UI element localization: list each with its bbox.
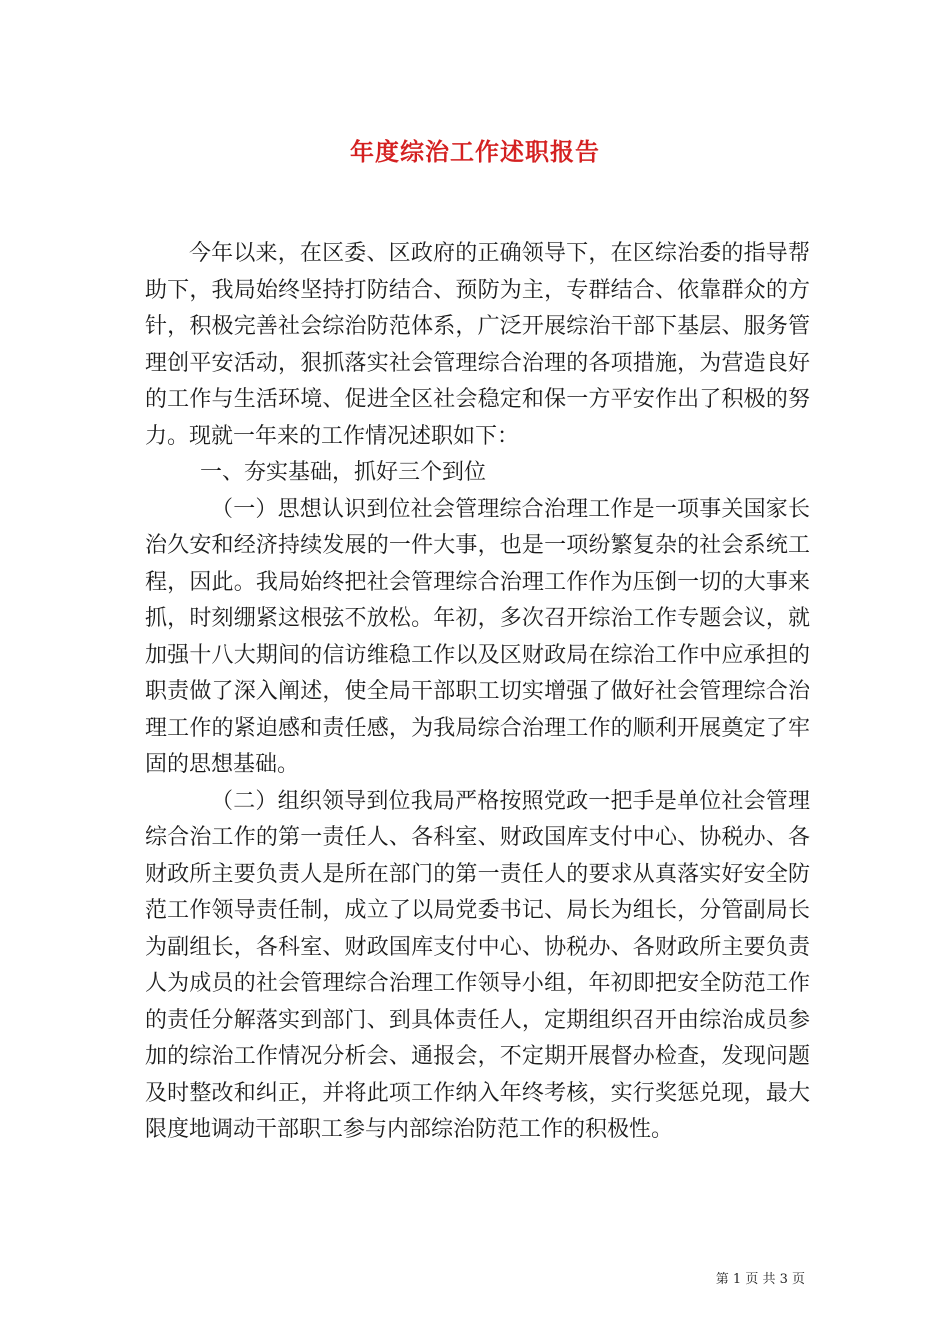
document-title: 年度综治工作述职报告 [350,137,600,166]
document-body [145,236,810,1149]
subsection-paragraph-2: （二）组织领导到位我局严格按照党政一把手是单位社会管理综合治工作的第一责任人、各科室、财政国库支付中心、协税办、各财政所主要负责人是所在部门的第一责任人的要求从真落实好安全防范工作领导责任制，成立了以局党委书记、局长为组长，分管副局长为副组长，各科室、财政国库支付中心、协税办、各财政所主要负责人为成员的社会管理综合治理工作领导小组，年初即把安全防范工作的责任分解落实到部门、到具体责任人，定期组织召开由综治成员参加的综治工作情况分析会、通报会，不定期开展督办检查，发现问题及时整改和纠正，并将此项工作纳入年终考核，实行奖惩兑现，最大限度地调动干部职工参与内部综治防范工作的积极性。 [145,788,810,1142]
page-number: 第 1 页 共 3 页 [715,1272,805,1287]
section-heading: 一、夯实基础，抓好三个到位 [200,460,487,485]
subsection-paragraph-1: （一）思想认识到位社会管理综合治理工作是一项事关国家长治久安和经济持续发展的一件大事，也是一项纷繁复杂的社会系统工程，因此。我局始终把社会管理综合治理工作作为压倒一切的大事来抓，时刻绷紧这根弦不放松。年初，多次召开综治工作专题会议，就加强十八大期间的信访维稳工作以及区财政局在综治工作中应承担的职责做了深入阐述，使全局干部职工切实增强了做好社会管理综合治理工作的紧迫感和责任感，为我局综合治理工作的顺利开展奠定了牢固的思想基础。 [145,496,810,777]
intro-paragraph: 今年以来，在区委、区政府的正确领导下，在区综治委的指导帮助下，我局始终坚持打防结合、预防为主，专群结合、依靠群众的方针，积极完善社会综治防范体系，广泛开展综治干部下基层、服务管理创平安活动，狠抓落实社会管理综合治理的各项措施，为营造良好的工作与生活环境、促进全区社会稳定和保一方平安作出了积极的努力。现就一年来的工作情况述职如下： [145,241,810,449]
